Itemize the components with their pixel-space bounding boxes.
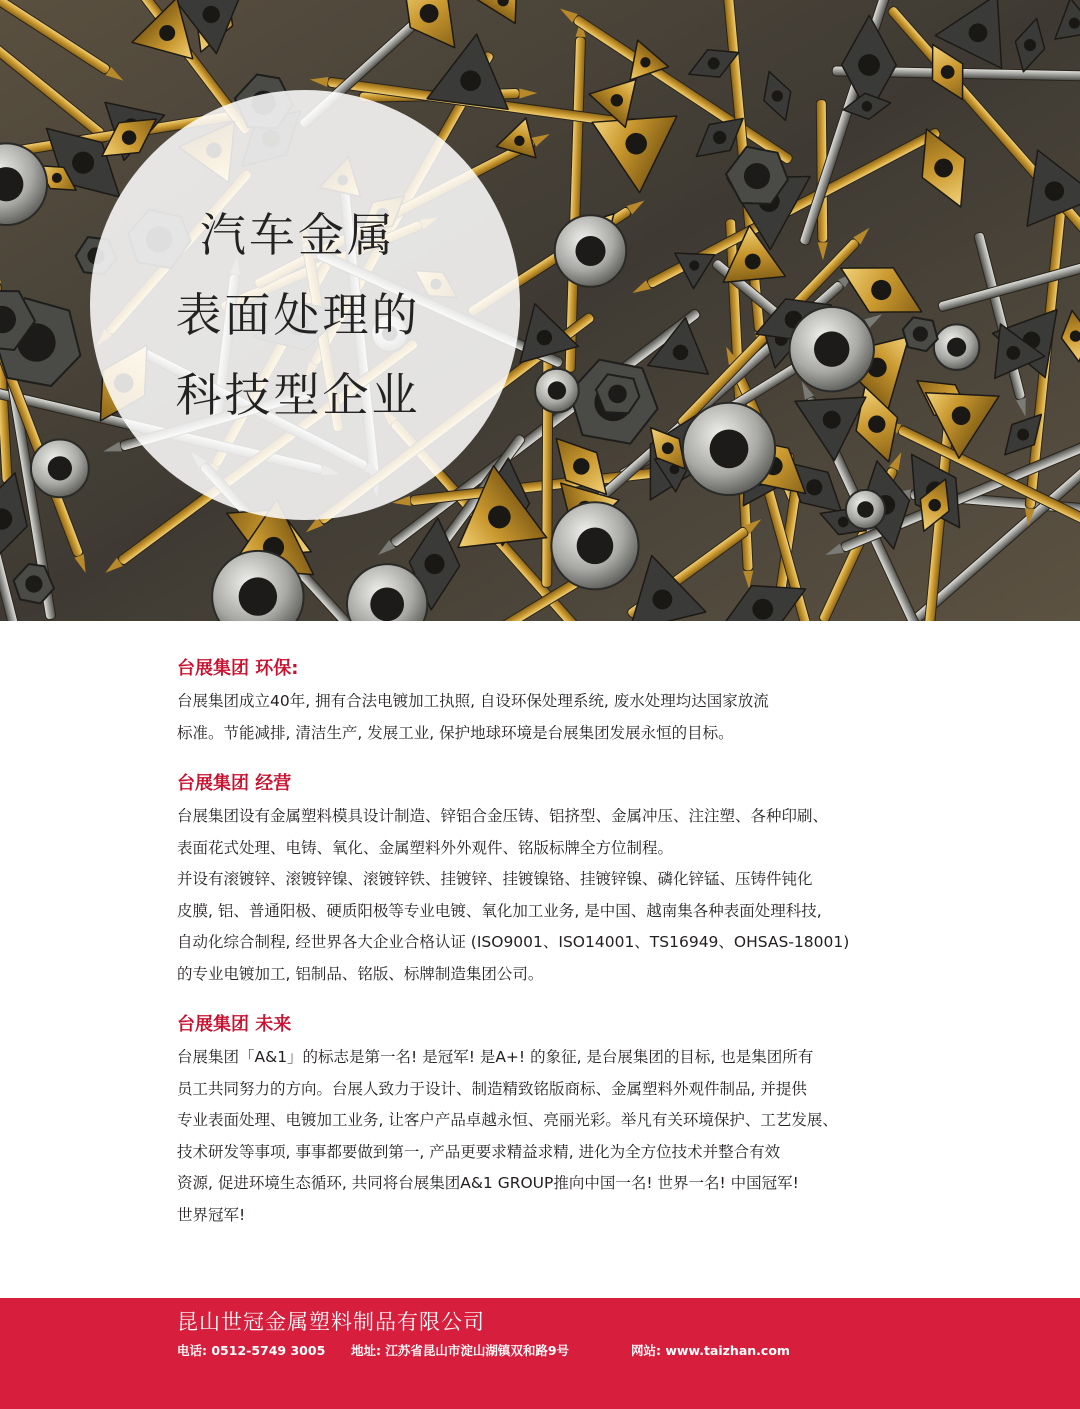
hero-title: [118, 195, 478, 435]
footer-bar: [0, 1298, 1080, 1409]
section-paragraph: [177, 864, 907, 990]
hero-title-line-3: 科技型企业: [175, 368, 421, 422]
website-label: 网站:: [631, 1343, 661, 1358]
text-line: 台展集团成立40年, 拥有合法电镀加工执照, 自设环保处理系统, 废水处理均达国家放流: [177, 692, 769, 710]
text-line: 的专业电镀加工, 铝制品、铭版、标牌制造集团公司。: [177, 964, 544, 983]
text-line: 世界冠军!: [177, 1205, 246, 1224]
text-line: 标准。节能减排, 清洁生产, 发展工业, 保护地球环境是台展集团发展永恒的目标。: [177, 723, 734, 742]
phone-info: [177, 1342, 351, 1360]
text-line: 台展集团设有金属塑料模具设计制造、锌铝合金压铸、铝挤型、金属冲压、注注塑、各种印刷、: [177, 807, 829, 825]
address-label: 地址:: [351, 1343, 381, 1358]
section-paragraph: [177, 1042, 907, 1231]
hero-title-line-1: 汽车金属: [200, 208, 396, 262]
company-name: 昆山世冠金属塑料制品有限公司: [177, 1310, 485, 1334]
section-heading: 台展集团 未来: [177, 1014, 292, 1035]
hero-image: [0, 0, 1080, 621]
hero-title-line-2: 表面处理的: [175, 288, 421, 342]
text-line: 并设有滚镀锌、滚镀锌镍、滚镀锌铁、挂镀锌、挂镀镍铬、挂镀锌镍、磷化锌锰、压铸件钝化: [177, 870, 813, 888]
website-link[interactable]: www.taizhan.com: [665, 1343, 790, 1358]
text-line: 皮膜, 铝、普通阳极、硬质阳极等专业电镀、氧化加工业务, 是中国、越南集各种表面处理科技,: [177, 901, 822, 920]
text-line: 台展集团「A&1」的标志是第一名! 是冠军! 是A+! 的象征, 是台展集团的目标, 也是集团所有: [177, 1048, 814, 1066]
text-line: 自动化综合制程, 经世界各大企业合格认证 (ISO9001、ISO14001、TS16949、OHSAS-18001): [177, 933, 850, 951]
section-environment: [177, 652, 907, 749]
section-paragraph: [177, 801, 907, 864]
section-heading: 台展集团 经营: [177, 773, 292, 794]
address-info: [351, 1342, 631, 1360]
text-line: 资源, 促进环境生态循环, 共同将台展集团A&1 GROUP推向中国一名! 世界一名! 中国冠军!: [177, 1174, 799, 1192]
address-text: 江苏省昆山市淀山湖镇双和路9号: [385, 1343, 570, 1358]
section-business: [177, 767, 907, 990]
text-line: 表面花式处理、电铸、氧化、金属塑料外外观件、铭版标牌全方位制程。: [177, 838, 674, 857]
contact-info: [177, 1342, 790, 1360]
company-intro: [177, 652, 907, 1231]
website-info: [631, 1342, 790, 1360]
text-line: 员工共同努力的方向。台展人致力于设计、制造精致铭版商标、金属塑料外观件制品, 并提供: [177, 1079, 807, 1098]
text-line: 专业表面处理、电镀加工业务, 让客户产品卓越永恒、亮丽光彩。举凡有关环境保护、工艺发展、: [177, 1111, 838, 1129]
section-future: [177, 1008, 907, 1231]
section-paragraph: [177, 686, 907, 749]
section-heading: 台展集团 环保:: [177, 658, 299, 679]
phone-label: 电话:: [177, 1343, 207, 1358]
text-line: 技术研发等事项, 事事都要做到第一, 产品更要求精益求精, 进化为全方位技术并整合有效: [177, 1142, 781, 1161]
phone-number: 0512-5749 3005: [211, 1343, 326, 1358]
